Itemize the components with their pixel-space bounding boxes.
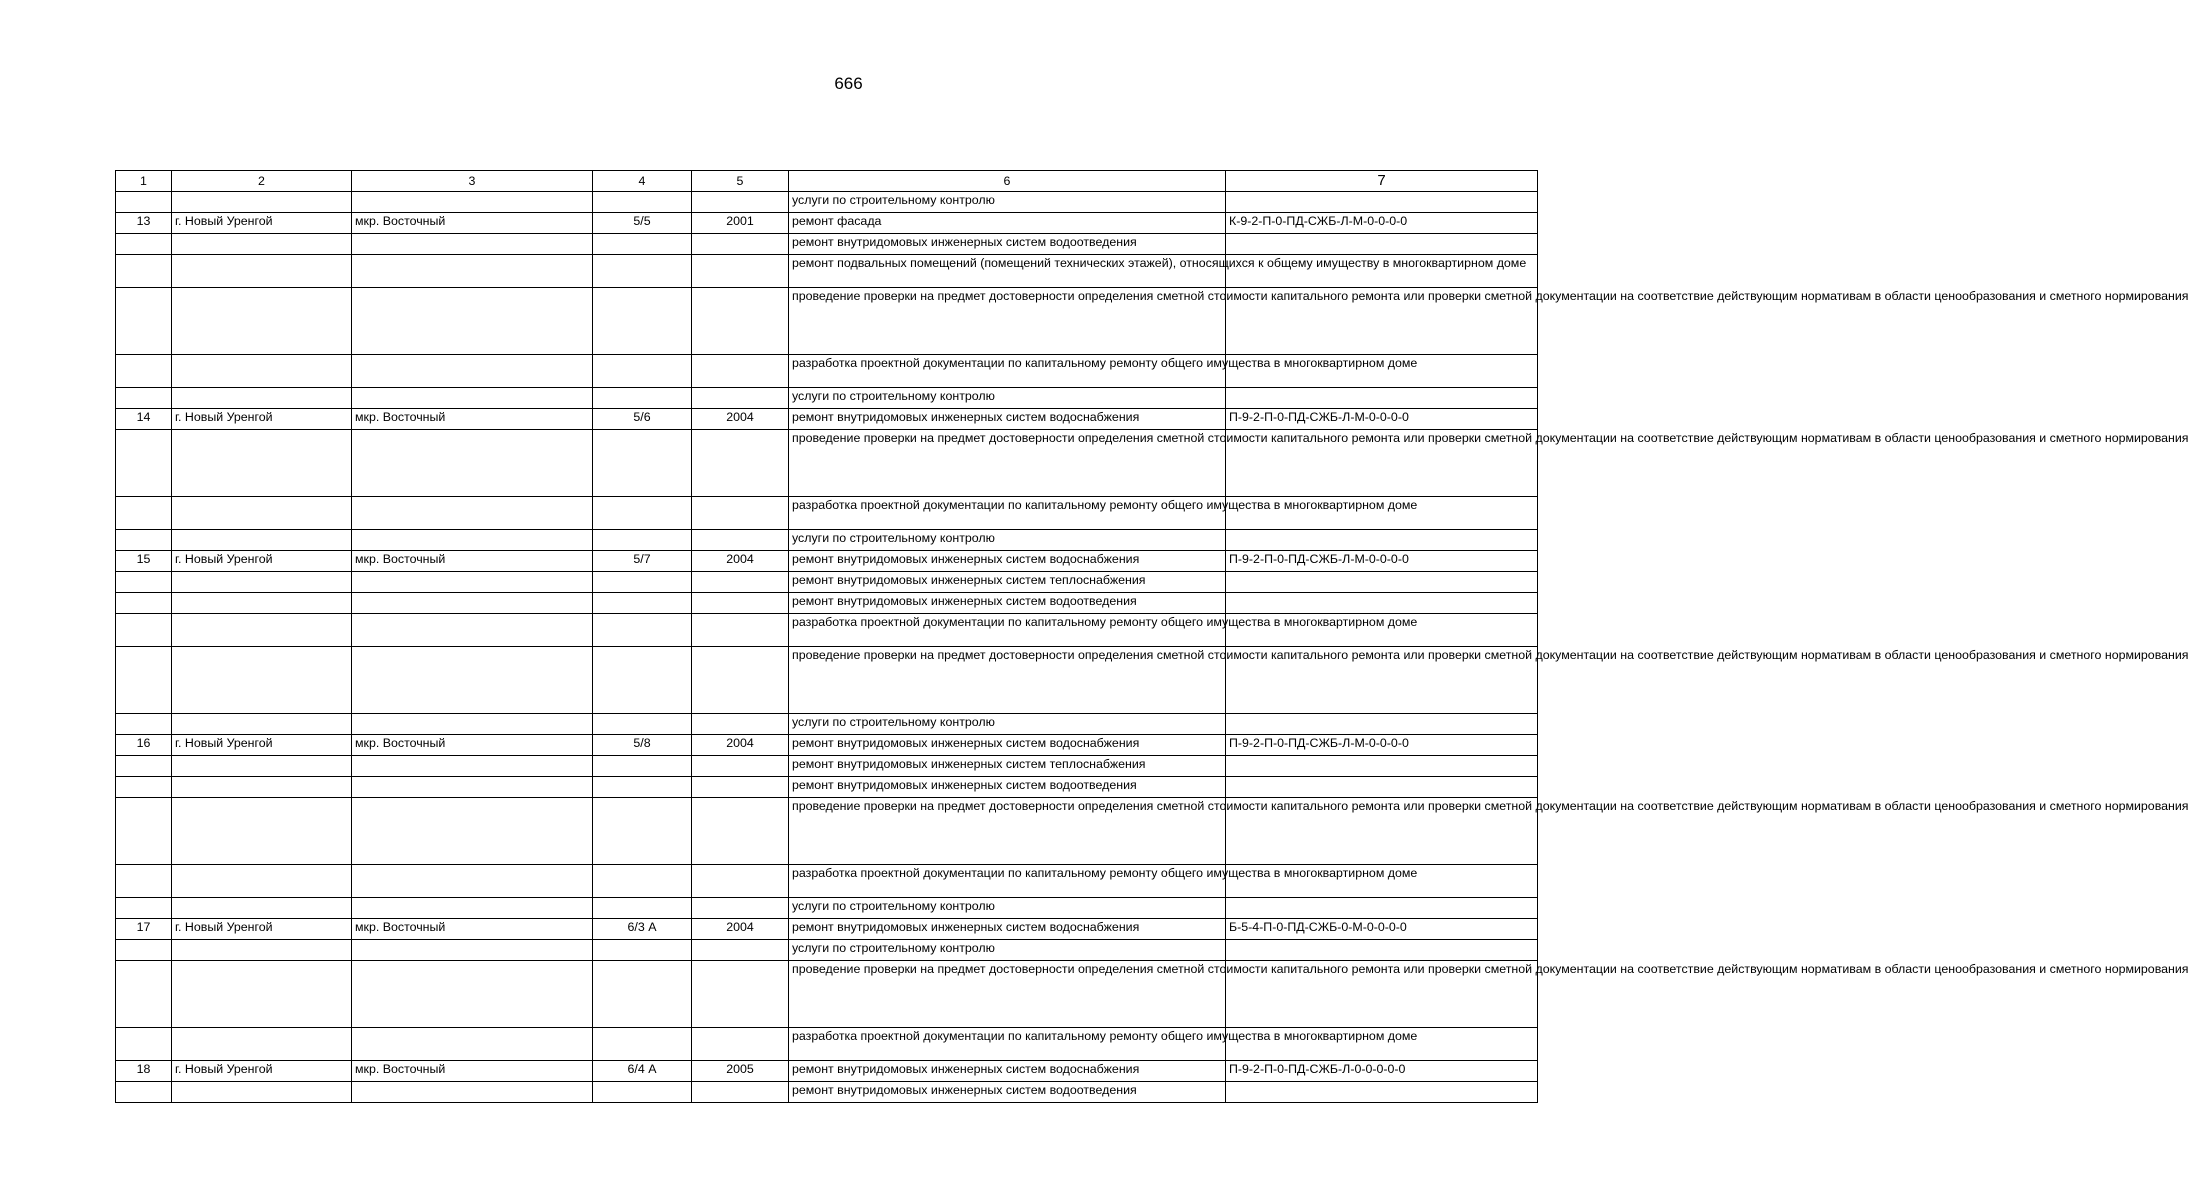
cell-row-number: 16 bbox=[116, 735, 172, 756]
cell-code bbox=[1226, 756, 1538, 777]
table-row bbox=[116, 355, 1538, 388]
cell-city bbox=[172, 777, 352, 798]
cell-year bbox=[692, 430, 789, 497]
cell-work-type bbox=[789, 919, 1226, 940]
table-row bbox=[116, 777, 1538, 798]
cell-code bbox=[1226, 898, 1538, 919]
work-text: услуги по строительному контролю bbox=[792, 531, 995, 545]
cell-house-number bbox=[593, 192, 692, 213]
cell-house-number bbox=[593, 1082, 692, 1103]
cell-code bbox=[1226, 593, 1538, 614]
cell-city: г. Новый Уренгой bbox=[172, 919, 352, 940]
table-row bbox=[116, 530, 1538, 551]
cell-house-number bbox=[593, 497, 692, 530]
cell-row-number bbox=[116, 530, 172, 551]
cell-work-type bbox=[789, 355, 1418, 388]
cell-row-number bbox=[116, 714, 172, 735]
header-col-6: 6 bbox=[789, 171, 1226, 192]
cell-district bbox=[352, 430, 593, 497]
cell-work-type bbox=[789, 1082, 1226, 1103]
work-text: ремонт внутридомовых инженерных систем водоснабжения bbox=[792, 410, 1140, 424]
cell-row-number bbox=[116, 1028, 172, 1061]
cell-work-type bbox=[789, 777, 1226, 798]
cell-year: 2001 bbox=[692, 213, 789, 234]
cell-district bbox=[352, 388, 593, 409]
cell-code: П-9-2-П-0-ПД-СЖБ-Л-М-0-0-0-0 bbox=[1226, 735, 1538, 756]
table-row bbox=[116, 1028, 1538, 1061]
cell-code bbox=[1226, 714, 1538, 735]
cell-district bbox=[352, 961, 593, 1028]
cell-district bbox=[352, 234, 593, 255]
cell-district bbox=[352, 756, 593, 777]
table-row bbox=[116, 572, 1538, 593]
cell-code bbox=[1226, 530, 1538, 551]
cell-house-number: 5/5 bbox=[593, 213, 692, 234]
cell-row-number: 15 bbox=[116, 551, 172, 572]
cell-city bbox=[172, 234, 352, 255]
cell-city bbox=[172, 593, 352, 614]
capital-repair-table bbox=[115, 170, 2189, 1103]
header-col-3: 3 bbox=[352, 171, 593, 192]
cell-city bbox=[172, 647, 352, 714]
cell-row-number bbox=[116, 865, 172, 898]
work-text: разработка проектной документации по капитальному ремонту общего имущества в многоквартирном доме bbox=[792, 1029, 1418, 1043]
cell-code bbox=[1226, 1082, 1538, 1103]
cell-house-number bbox=[593, 430, 692, 497]
cell-district: мкр. Восточный bbox=[352, 213, 593, 234]
table-row bbox=[116, 756, 1538, 777]
cell-row-number bbox=[116, 497, 172, 530]
cell-city bbox=[172, 355, 352, 388]
cell-year bbox=[692, 756, 789, 777]
work-text: разработка проектной документации по капитальному ремонту общего имущества в многоквартирном доме bbox=[792, 615, 1418, 629]
cell-year bbox=[692, 940, 789, 961]
cell-house-number bbox=[593, 940, 692, 961]
cell-row-number: 17 bbox=[116, 919, 172, 940]
cell-district bbox=[352, 865, 593, 898]
cell-district bbox=[352, 940, 593, 961]
table-row bbox=[116, 898, 1538, 919]
work-text: проведение проверки на предмет достоверности определения сметной стоимости капитального ремонта или проверки сметной документации на соответствие действующим нормативам в области ценообразования и сметного нормирования bbox=[792, 799, 2189, 813]
cell-row-number: 14 bbox=[116, 409, 172, 430]
cell-house-number bbox=[593, 865, 692, 898]
cell-city bbox=[172, 572, 352, 593]
work-text: разработка проектной документации по капитальному ремонту общего имущества в многоквартирном доме bbox=[792, 498, 1418, 512]
cell-district bbox=[352, 647, 593, 714]
cell-year bbox=[692, 798, 789, 865]
cell-house-number: 6/3 А bbox=[593, 919, 692, 940]
cell-row-number bbox=[116, 614, 172, 647]
table-row bbox=[116, 919, 1538, 940]
cell-work-type bbox=[789, 1028, 1418, 1061]
work-text: ремонт внутридомовых инженерных систем водоснабжения bbox=[792, 736, 1140, 750]
cell-work-type bbox=[789, 593, 1226, 614]
cell-city: г. Новый Уренгой bbox=[172, 409, 352, 430]
cell-district bbox=[352, 255, 593, 288]
header-col-1: 1 bbox=[116, 171, 172, 192]
cell-district: мкр. Восточный bbox=[352, 409, 593, 430]
table-row bbox=[116, 388, 1538, 409]
cell-work-type bbox=[789, 865, 1418, 898]
cell-city bbox=[172, 798, 352, 865]
table-header bbox=[116, 171, 1538, 192]
cell-year bbox=[692, 614, 789, 647]
cell-city: г. Новый Уренгой bbox=[172, 213, 352, 234]
page-number: 666 bbox=[834, 74, 863, 93]
cell-year: 2004 bbox=[692, 409, 789, 430]
work-text: ремонт внутридомовых инженерных систем водоснабжения bbox=[792, 920, 1140, 934]
header-col-5: 5 bbox=[692, 171, 789, 192]
cell-house-number bbox=[593, 388, 692, 409]
cell-house-number bbox=[593, 756, 692, 777]
cell-house-number bbox=[593, 234, 692, 255]
cell-year bbox=[692, 865, 789, 898]
cell-city bbox=[172, 288, 352, 355]
cell-district: мкр. Восточный bbox=[352, 551, 593, 572]
cell-row-number bbox=[116, 288, 172, 355]
cell-row-number bbox=[116, 255, 172, 288]
cell-row-number bbox=[116, 192, 172, 213]
cell-district bbox=[352, 798, 593, 865]
table-body bbox=[116, 192, 2189, 1103]
cell-code: Б-5-4-П-0-ПД-СЖБ-0-М-0-0-0-0 bbox=[1226, 919, 1538, 940]
table-row bbox=[116, 940, 1538, 961]
cell-work-type bbox=[789, 1061, 1226, 1082]
cell-year: 2004 bbox=[692, 919, 789, 940]
cell-city: г. Новый Уренгой bbox=[172, 735, 352, 756]
cell-work-type bbox=[789, 213, 1226, 234]
work-text: ремонт внутридомовых инженерных систем водоотведения bbox=[792, 594, 1137, 608]
cell-district bbox=[352, 530, 593, 551]
cell-code bbox=[1226, 572, 1538, 593]
cell-district: мкр. Восточный bbox=[352, 1061, 593, 1082]
table-row bbox=[116, 551, 1538, 572]
cell-code bbox=[1226, 777, 1538, 798]
cell-city bbox=[172, 961, 352, 1028]
cell-work-type bbox=[789, 551, 1226, 572]
cell-row-number: 13 bbox=[116, 213, 172, 234]
table-row bbox=[116, 865, 1538, 898]
cell-row-number bbox=[116, 355, 172, 388]
cell-row-number bbox=[116, 777, 172, 798]
cell-code bbox=[1226, 192, 1538, 213]
table-row bbox=[116, 647, 1538, 714]
work-text: ремонт фасада bbox=[792, 214, 882, 228]
cell-year bbox=[692, 530, 789, 551]
cell-house-number: 5/8 bbox=[593, 735, 692, 756]
cell-city bbox=[172, 430, 352, 497]
cell-work-type bbox=[789, 530, 1226, 551]
cell-year bbox=[692, 572, 789, 593]
cell-house-number: 5/7 bbox=[593, 551, 692, 572]
cell-house-number bbox=[593, 777, 692, 798]
cell-house-number bbox=[593, 647, 692, 714]
cell-house-number bbox=[593, 798, 692, 865]
cell-year bbox=[692, 388, 789, 409]
cell-year: 2004 bbox=[692, 735, 789, 756]
cell-code bbox=[1226, 234, 1538, 255]
cell-work-type bbox=[789, 961, 2189, 1028]
work-text: проведение проверки на предмет достоверности определения сметной стоимости капитального ремонта или проверки сметной документации на соответствие действующим нормативам в области ценообразования и сметного нормирования bbox=[792, 431, 2189, 445]
cell-code: П-9-2-П-0-ПД-СЖБ-Л-М-0-0-0-0 bbox=[1226, 409, 1538, 430]
cell-city bbox=[172, 497, 352, 530]
table-row bbox=[116, 497, 1538, 530]
cell-year bbox=[692, 255, 789, 288]
cell-row-number bbox=[116, 593, 172, 614]
work-text: ремонт внутридомовых инженерных систем водоотведения bbox=[792, 1083, 1137, 1097]
cell-work-type bbox=[789, 798, 2189, 865]
cell-city bbox=[172, 388, 352, 409]
table-row bbox=[116, 614, 1538, 647]
header-col-7: 7 bbox=[1226, 171, 1538, 192]
cell-work-type bbox=[789, 497, 1418, 530]
table-row bbox=[116, 593, 1538, 614]
cell-year bbox=[692, 234, 789, 255]
cell-work-type bbox=[789, 647, 2189, 714]
table-row bbox=[116, 234, 1538, 255]
cell-district bbox=[352, 497, 593, 530]
work-text: услуги по строительному контролю bbox=[792, 389, 995, 403]
work-text: ремонт внутридомовых инженерных систем водоотведения bbox=[792, 778, 1137, 792]
cell-row-number bbox=[116, 898, 172, 919]
cell-year bbox=[692, 961, 789, 1028]
cell-year bbox=[692, 497, 789, 530]
table-row bbox=[116, 213, 1538, 234]
work-text: ремонт внутридомовых инженерных систем теплоснабжения bbox=[792, 573, 1146, 587]
table-row bbox=[116, 409, 1538, 430]
cell-code: П-9-2-П-0-ПД-СЖБ-Л-0-0-0-0-0 bbox=[1226, 1061, 1538, 1082]
cell-district: мкр. Восточный bbox=[352, 735, 593, 756]
header-col-2: 2 bbox=[172, 171, 352, 192]
table-row bbox=[116, 798, 1538, 865]
cell-year bbox=[692, 777, 789, 798]
cell-district bbox=[352, 1082, 593, 1103]
work-text: услуги по строительному контролю bbox=[792, 899, 995, 913]
cell-house-number bbox=[593, 961, 692, 1028]
cell-year: 2005 bbox=[692, 1061, 789, 1082]
cell-year bbox=[692, 1028, 789, 1061]
work-text: проведение проверки на предмет достоверности определения сметной стоимости капитального ремонта или проверки сметной документации на соответствие действующим нормативам в области ценообразования и сметного нормирования bbox=[792, 648, 2189, 662]
cell-year bbox=[692, 355, 789, 388]
cell-house-number bbox=[593, 593, 692, 614]
cell-city bbox=[172, 530, 352, 551]
cell-city bbox=[172, 192, 352, 213]
cell-row-number bbox=[116, 756, 172, 777]
cell-district: мкр. Восточный bbox=[352, 919, 593, 940]
cell-city bbox=[172, 1028, 352, 1061]
cell-code: П-9-2-П-0-ПД-СЖБ-Л-М-0-0-0-0 bbox=[1226, 551, 1538, 572]
cell-city bbox=[172, 865, 352, 898]
cell-year: 2004 bbox=[692, 551, 789, 572]
work-text: ремонт внутридомовых инженерных систем водоснабжения bbox=[792, 1062, 1140, 1076]
cell-row-number: 18 bbox=[116, 1061, 172, 1082]
cell-city bbox=[172, 898, 352, 919]
cell-work-type bbox=[789, 572, 1226, 593]
cell-house-number bbox=[593, 255, 692, 288]
cell-work-type bbox=[789, 288, 2189, 355]
cell-district bbox=[352, 1028, 593, 1061]
work-text: услуги по строительному контролю bbox=[792, 715, 995, 729]
cell-house-number bbox=[593, 898, 692, 919]
cell-row-number bbox=[116, 430, 172, 497]
work-text: услуги по строительному контролю bbox=[792, 193, 995, 207]
cell-row-number bbox=[116, 572, 172, 593]
work-text: ремонт внутридомовых инженерных систем водоснабжения bbox=[792, 552, 1140, 566]
cell-row-number bbox=[116, 234, 172, 255]
cell-work-type bbox=[789, 756, 1226, 777]
header-col-4: 4 bbox=[593, 171, 692, 192]
cell-city bbox=[172, 1082, 352, 1103]
cell-work-type bbox=[789, 388, 1226, 409]
cell-row-number bbox=[116, 388, 172, 409]
cell-district bbox=[352, 192, 593, 213]
cell-district bbox=[352, 572, 593, 593]
work-text: разработка проектной документации по капитальному ремонту общего имущества в многоквартирном доме bbox=[792, 356, 1418, 370]
cell-house-number bbox=[593, 572, 692, 593]
cell-house-number bbox=[593, 1028, 692, 1061]
cell-house-number: 6/4 А bbox=[593, 1061, 692, 1082]
header-row bbox=[116, 171, 1538, 192]
cell-work-type bbox=[789, 192, 1226, 213]
cell-house-number bbox=[593, 355, 692, 388]
cell-year bbox=[692, 593, 789, 614]
cell-code: К-9-2-П-0-ПД-СЖБ-Л-М-0-0-0-0 bbox=[1226, 213, 1538, 234]
cell-work-type bbox=[789, 430, 2189, 497]
cell-district bbox=[352, 288, 593, 355]
cell-work-type bbox=[789, 614, 1418, 647]
cell-district bbox=[352, 714, 593, 735]
cell-house-number bbox=[593, 530, 692, 551]
cell-city bbox=[172, 614, 352, 647]
cell-row-number bbox=[116, 1082, 172, 1103]
cell-work-type bbox=[789, 714, 1226, 735]
cell-city bbox=[172, 255, 352, 288]
cell-house-number bbox=[593, 614, 692, 647]
cell-work-type bbox=[789, 255, 1527, 288]
table-row bbox=[116, 714, 1538, 735]
cell-district bbox=[352, 593, 593, 614]
cell-row-number bbox=[116, 798, 172, 865]
cell-year bbox=[692, 192, 789, 213]
cell-city bbox=[172, 756, 352, 777]
cell-district bbox=[352, 355, 593, 388]
cell-house-number bbox=[593, 288, 692, 355]
table-row bbox=[116, 288, 1538, 355]
work-text: ремонт внутридомовых инженерных систем водоотведения bbox=[792, 235, 1137, 249]
cell-row-number bbox=[116, 647, 172, 714]
cell-work-type bbox=[789, 234, 1226, 255]
table-row bbox=[116, 961, 1538, 1028]
cell-row-number bbox=[116, 961, 172, 1028]
cell-work-type bbox=[789, 409, 1226, 430]
cell-year bbox=[692, 898, 789, 919]
table-row bbox=[116, 735, 1538, 756]
work-text: услуги по строительному контролю bbox=[792, 941, 995, 955]
cell-district bbox=[352, 777, 593, 798]
cell-city: г. Новый Уренгой bbox=[172, 1061, 352, 1082]
work-text: проведение проверки на предмет достоверности определения сметной стоимости капитального ремонта или проверки сметной документации на соответствие действующим нормативам в области ценообразования и сметного нормирования bbox=[792, 289, 2189, 303]
cell-house-number bbox=[593, 714, 692, 735]
cell-city bbox=[172, 714, 352, 735]
cell-year bbox=[692, 647, 789, 714]
cell-code bbox=[1226, 388, 1538, 409]
cell-work-type bbox=[789, 898, 1226, 919]
cell-row-number bbox=[116, 940, 172, 961]
cell-year bbox=[692, 714, 789, 735]
table-row bbox=[116, 255, 1538, 288]
cell-city: г. Новый Уренгой bbox=[172, 551, 352, 572]
cell-year bbox=[692, 288, 789, 355]
cell-house-number: 5/6 bbox=[593, 409, 692, 430]
table-row bbox=[116, 1061, 1538, 1082]
table-row bbox=[116, 1082, 1538, 1103]
cell-work-type bbox=[789, 735, 1226, 756]
work-text: проведение проверки на предмет достоверности определения сметной стоимости капитального ремонта или проверки сметной документации на соответствие действующим нормативам в области ценообразования и сметного нормирования bbox=[792, 962, 2189, 976]
cell-work-type bbox=[789, 940, 1226, 961]
work-text: ремонт подвальных помещений (помещений технических этажей), относящихся к общему имуществу в многоквартирном доме bbox=[792, 256, 1527, 270]
cell-district bbox=[352, 898, 593, 919]
cell-code bbox=[1226, 940, 1538, 961]
cell-district bbox=[352, 614, 593, 647]
cell-city bbox=[172, 940, 352, 961]
work-text: ремонт внутридомовых инженерных систем теплоснабжения bbox=[792, 757, 1146, 771]
work-text: разработка проектной документации по капитальному ремонту общего имущества в многоквартирном доме bbox=[792, 866, 1418, 880]
table-row bbox=[116, 192, 1538, 213]
table-row bbox=[116, 430, 1538, 497]
cell-year bbox=[692, 1082, 789, 1103]
